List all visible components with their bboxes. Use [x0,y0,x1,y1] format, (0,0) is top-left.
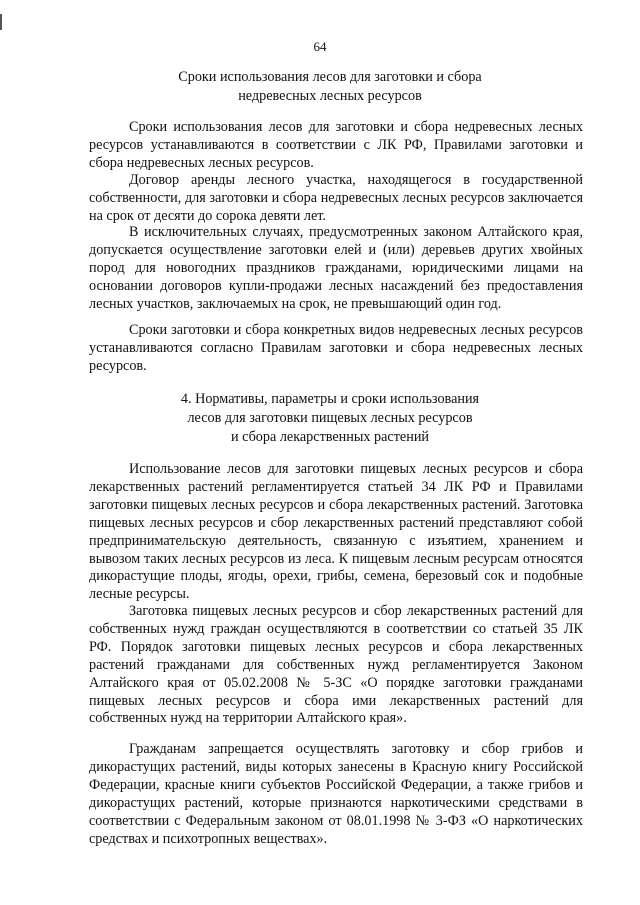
paragraph: Гражданам запрещается осуществлять заготовку и сбор грибов и дикорастущих растений, виды которых занесены в Красную книгу Российской Федерации, красные книги субъектов Российской Федерации, а также грибов и дикорастущих растений, которые признаются наркотическими средствами в соответствии с Федеральным законом от 08.01.1998 № 3-ФЗ «О наркотических средствах и психотропных веществах». [89,741,583,847]
heading-line: Сроки использования лесов для заготовки и сбора [178,69,482,85]
heading-line: 4. Нормативы, параметры и сроки использования [180,391,480,407]
paragraph: В исключительных случаях, предусмотренных законом Алтайского края, допускается осуществление заготовки елей и (или) деревьев других хвойных пород для новогодних праздников гражданами, юридическими лицами на основании договоров купли-продажи лесных насаждений без предоставления лесных участков, заключаемых на срок, не превышающий один год. [89,224,583,312]
heading-line: лесов для заготовки пищевых лесных ресурсов [187,410,473,426]
heading-line: недревесных лесных ресурсов [238,88,422,104]
section-heading-2 [90,390,570,447]
scan-edge-mark [0,14,2,30]
section-heading-1 [90,68,570,106]
heading-line: и сбора лекарственных растений [230,429,430,445]
paragraph: Использование лесов для заготовки пищевых лесных ресурсов и сбора лекарственных растений регламентируется статьей 34 ЛК РФ и Правилами заготовки пищевых лесных ресурсов и сбора лекарственных растений. Заготовка пищевых лесных ресурсов и сбор лекарственных растений представляют собой предпринимательскую деятельность, связанную с изъятием, хранением и вывозом таких лесных ресурсов из леса. К пищевым лесным ресурсам относятся дикорастущие плоды, ягоды, орехи, грибы, семена, березовый сок и подобные лесные ресурсы. [89,461,583,603]
paragraph: Договор аренды лесного участка, находящегося в государственной собственности, для заготовки и сбора недревесных лесных ресурсов заключается на срок от десяти до сорока девяти лет. [89,172,583,224]
page-number: 64 [313,39,327,54]
paragraph: Сроки заготовки и сбора конкретных видов недревесных лесных ресурсов устанавливаются согласно Правилам заготовки и сбора недревесных лесных ресурсов. [89,322,583,374]
paragraph: Заготовка пищевых лесных ресурсов и сбор лекарственных растений для собственных нужд граждан осуществляются в соответствии со статьей 35 ЛК РФ. Порядок заготовки пищевых лесных ресурсов и сбора лекарственных растений гражданами для собственных нужд регламентируется Законом Алтайского края от 05.02.2008 № 5-ЗС «О порядке заготовки гражданами пищевых лесных ресурсов и сбора ими лекарственных растений для собственных нужд на территории Алтайского края». [89,603,583,727]
paragraph: Сроки использования лесов для заготовки и сбора недревесных лесных ресурсов устанавливаются в соответствии с ЛК РФ, Правилами заготовки и сбора недревесных лесных ресурсов. [89,119,583,171]
